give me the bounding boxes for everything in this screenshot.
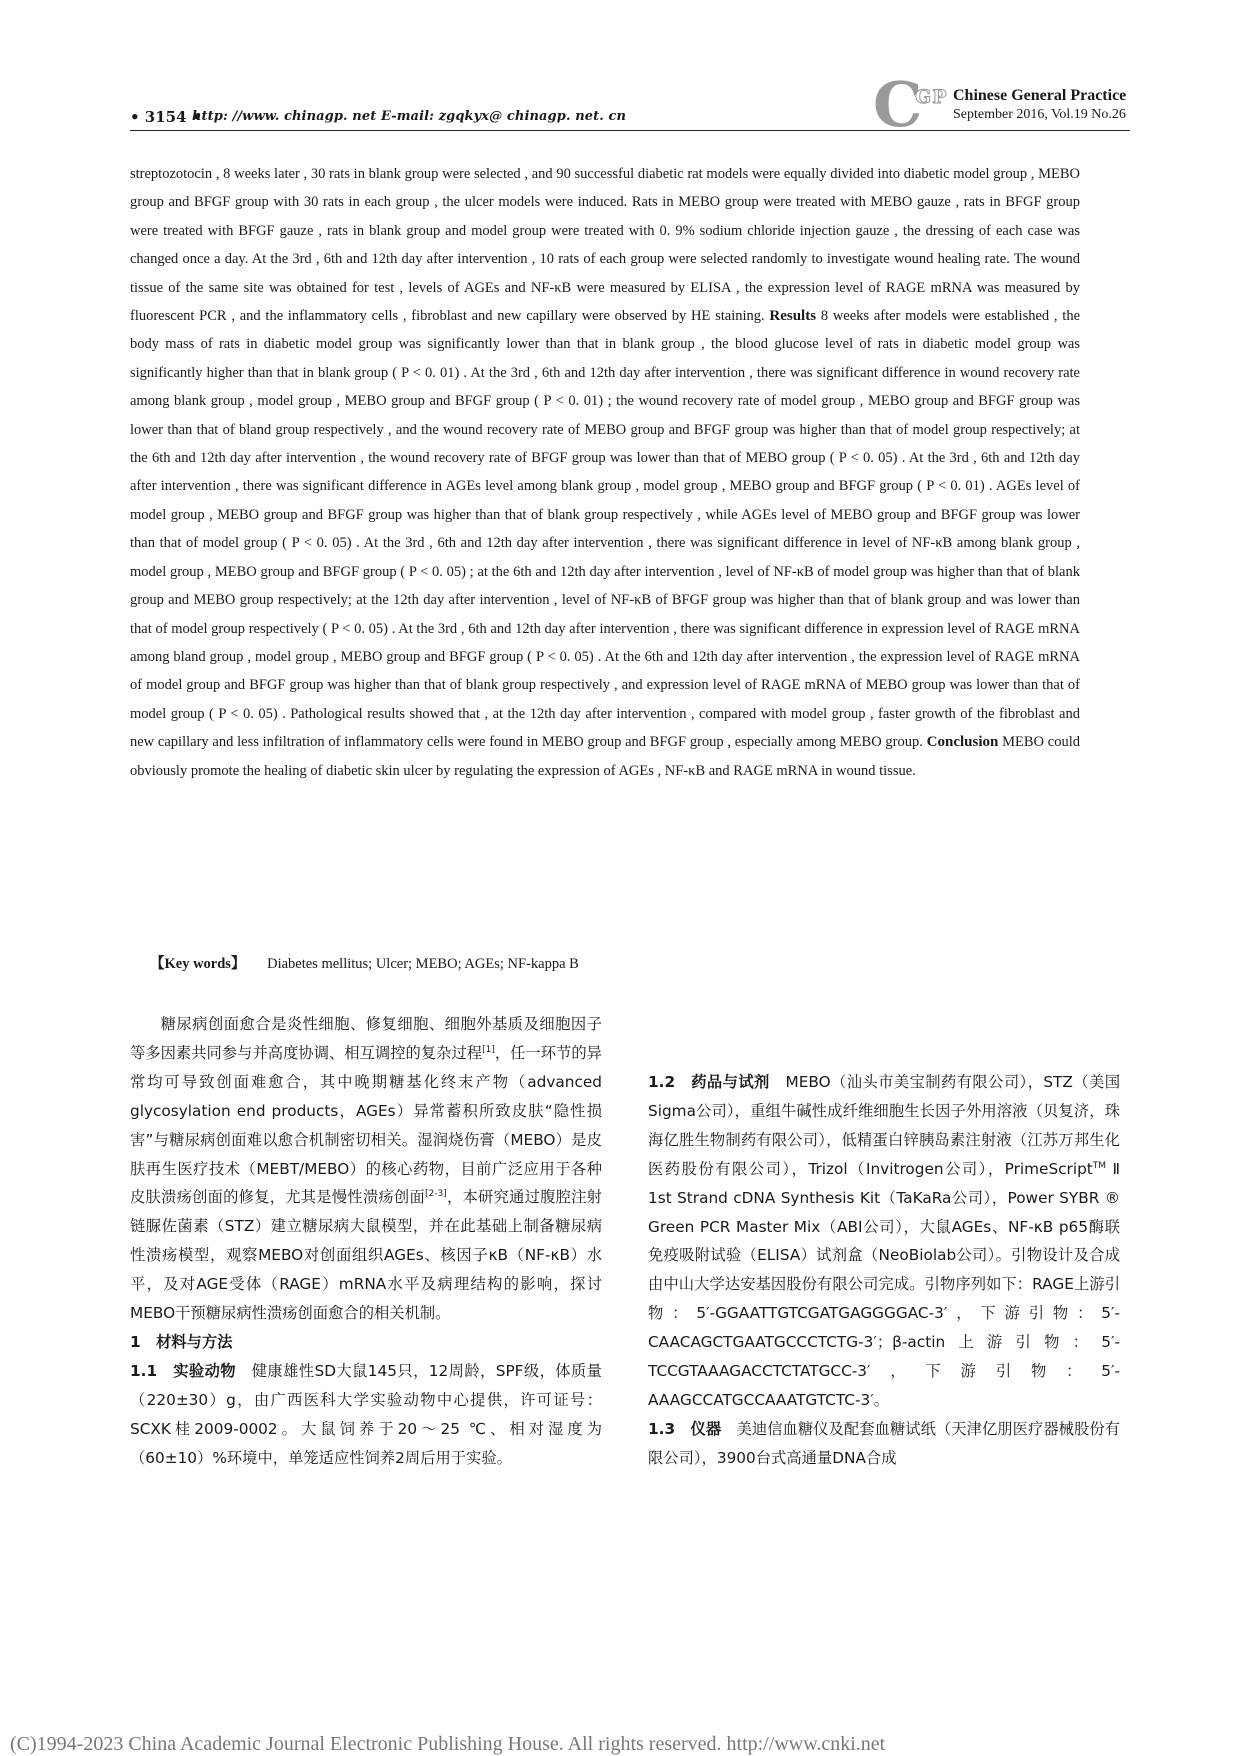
- subsection-title-reagents: 1.2 药品与试剂: [648, 1073, 770, 1091]
- conclusion-label: Conclusion: [926, 734, 999, 751]
- subsection-1-1: [130, 1357, 602, 1473]
- header-rule: [130, 130, 1130, 131]
- trademark-mark: TM: [1092, 1160, 1107, 1171]
- abstract-results: 8 weeks after models were established , the body mass of rats in diabetic model group was significantly lower than that in blank group , the blood glucose level of rats in diabetic model group was significantly higher than that in blank group ( P < 0. 01) . At the 3rd , 6th and 12th day after intervention , there was significant difference in wound recovery rate among blank group , model group , MEBO group and BFGF group ( P < 0. 01) ; the wound recovery rate of model group , MEBO group and BFGF group was lower than that of bland group respectively , and the wound recovery rate of MEBO group and BFGF group was higher than that of model group respectively; at the 6th and 12th day after intervention , the wound recovery rate of BFGF group was lower than that of MEBO group ( P < 0. 05) . At the 3rd , 6th and 12th day after intervention , there was significant difference in AGEs level among blank group , model group , MEBO group and BFGF group ( P < 0. 01) . AGEs level of model group , MEBO group and BFGF group was higher than that of blank group respectively , while AGEs level of MEBO group and BFGF group was lower than that of model group ( P < 0. 05) . At the 3rd , 6th and 12th day after intervention , there was significant difference in level of NF-κB among blank group , model group , MEBO group and BFGF group ( P < 0. 05) ; at the 6th and 12th day after intervention , level of NF-κB of model group was higher than that of blank group and MEBO group respectively; at the 12th day after intervention , level of NF-κB of BFGF group was higher than that of blank group and was lower than that of model group respectively ( P < 0. 05) . At the 3rd , 6th and 12th day after intervention , there was significant difference in expression level of RAGE mRNA among bland group , model group , MEBO group and BFGF group ( P < 0. 05) . At the 6th and 12th day after intervention , the expression level of RAGE mRNA of model group and BFGF group was higher than that of blank group respectively , and expression level of RAGE mRNA of MEBO group was lower than that of model group ( P < 0. 05) . Pathological results showed that , at the 12th day after intervention , compared with model group , faster growth of the fibroblast and new capillary and less infiltration of inflammatory cells were found in MEBO group and BFGF group , especially among MEBO group.: [130, 308, 1081, 751]
- subsection-text-animals: 健康雄性SD大鼠145只，12周龄，SPF级，体质量（220±30）g，由广西医科大学实验动物中心提供，许可证号：SCXK桂2009-0002。大鼠饲养于20～25 ℃、相对湿度为（60±10）%环境中，单笼适应性饲养2周后用于实验。: [130, 1361, 602, 1467]
- logo-c-mark: C: [873, 68, 923, 141]
- abstract-paragraph: [130, 160, 1080, 785]
- english-abstract: [130, 160, 1080, 785]
- subsection-text-reagents-b: Ⅱ 1st Strand cDNA Synthesis Kit（TaKaRa公司），Power SYBR ® Green PCR Master Mix（ABI公司），大鼠AGEs、NF-κB p65酶联免疫吸附试验（ELISA）试剂盒（NeoBiolab公司）。引物设计及合成由中山大学达安基因股份有限公司完成。引物序列如下：RAGE上游引物：5′-GGAATTGTCGATGAGGGGAC-3′，下游引物：5′-CAACAGCTGAATGCCCTCTG-3′；β-actin上游引物：5′-TCCGTAAAGACCTCTATGCC-3′，下游引物：5′-AAAGCCATGCCAAATGTCTC-3′。: [648, 1159, 1120, 1409]
- keywords-label: 【Key words】: [150, 956, 246, 972]
- subsection-1-3: [648, 1415, 1120, 1473]
- intro-paragraph: [130, 1010, 602, 1328]
- subsection-text-instruments: 美迪信血糖仪及配套血糖试纸（天津亿朋医疗器械股份有限公司），3900台式高通量DNA合成: [648, 1419, 1120, 1467]
- subsection-text-reagents-a: MEBO（汕头市美宝制药有限公司），STZ（美国Sigma公司），重组牛碱性成纤维细胞生长因子外用溶液（贝复济，珠海亿胜生物制药有限公司），低精蛋白锌胰岛素注射液（江苏万邦生化医药股份有限公司），Trizol（Invitrogen公司），PrimeScript: [648, 1073, 1120, 1178]
- subsection-1-2: [648, 1068, 1120, 1415]
- abstract-conclusion: MEBO could obviously promote the healing of diabetic skin ulcer by regulating the expression of AGEs , NF-κB and RAGE mRNA in wound tissue.: [130, 734, 1080, 779]
- keywords: [150, 952, 579, 973]
- copyright-footer: (C)1994-2023 China Academic Journal Electronic Publishing House. All rights reserved. http://www.cnki.net: [10, 1733, 886, 1755]
- citation-2-3: [2-3]: [424, 1189, 447, 1200]
- results-label: Results: [769, 308, 817, 325]
- intro-text-c: ，本研究通过腹腔注射链脲佐菌素（STZ）建立糖尿病大鼠模型，并在此基础上制备糖尿病性溃疡模型，观察MEBO对创面组织AGEs、核因子κB（NF-κB）水平，及对AGE受体（RAGE）mRNA水平及病理结构的影响，探讨MEBO干预糖尿病性溃疡创面愈合的相关机制。: [130, 1188, 602, 1323]
- abstract-methods: streptozotocin , 8 weeks later , 30 rats in blank group were selected , and 90 successful diabetic rat models were equally divided into diabetic model group , MEBO group and BFGF group with 30 rats in each group , the ulcer models were induced. Rats in MEBO group were treated with MEBO gauze , rats in BFGF group were treated with BFGF gauze , rats in blank group and model group were treated with 0. 9% sodium chloride injection gauze , the dressing of each case was changed once a day. At the 3rd , 6th and 12th day after intervention , 10 rats of each group were selected randomly to investigate wound healing rate. The wound tissue of the same site was obtained for test , levels of AGEs and NF-κB were measured by ELISA , the expression level of RAGE mRNA was measured by fluorescent PCR , and the inflammatory cells , fibroblast and new capillary were observed by HE staining.: [130, 166, 1080, 325]
- journal-url-email: http: //www. chinagp. net E-mail: zgqkyx@ chinagp. net. cn: [192, 109, 627, 124]
- page-number: • 3154 •: [130, 108, 202, 126]
- keywords-list: Diabetes mellitus; Ulcer; MEBO; AGEs; NF-kappa B: [267, 956, 579, 972]
- section-heading-materials-methods: 1 材料与方法: [130, 1332, 233, 1351]
- intro-text-a: 糖尿病创面愈合是炎性细胞、修复细胞、细胞外基质及细胞因子等多因素共同参与并高度协调、相互调控的复杂过程: [130, 1015, 602, 1062]
- body-column-right: [648, 1010, 1120, 1473]
- journal-logo: [873, 68, 1173, 141]
- citation-1: [1]: [482, 1044, 495, 1055]
- journal-name: Chinese General Practice: [953, 87, 1127, 104]
- logo-gp-mark: GP: [915, 86, 948, 108]
- subsection-title-instruments: 1.3 仪器: [648, 1419, 722, 1438]
- subsection-title-animals: 1.1 实验动物: [130, 1361, 236, 1380]
- intro-text-b: ，任一环节的异常均可导致创面难愈合，其中晚期糖基化终末产物（advanced glycosylation end products，AGEs）异常蓄积所致皮肤“隐性损害”与糖尿病创面难以愈合机制密切相关。湿润烧伤膏（MEBO）是皮肤再生医疗技术（MEBT/MEBO）的核心药物，目前广泛应用于各种皮肤溃疡创面的修复，尤其是慢性溃疡创面: [130, 1043, 602, 1207]
- body-column-left: [130, 1010, 602, 1473]
- journal-issue: September 2016, Vol.19 No.26: [953, 107, 1126, 122]
